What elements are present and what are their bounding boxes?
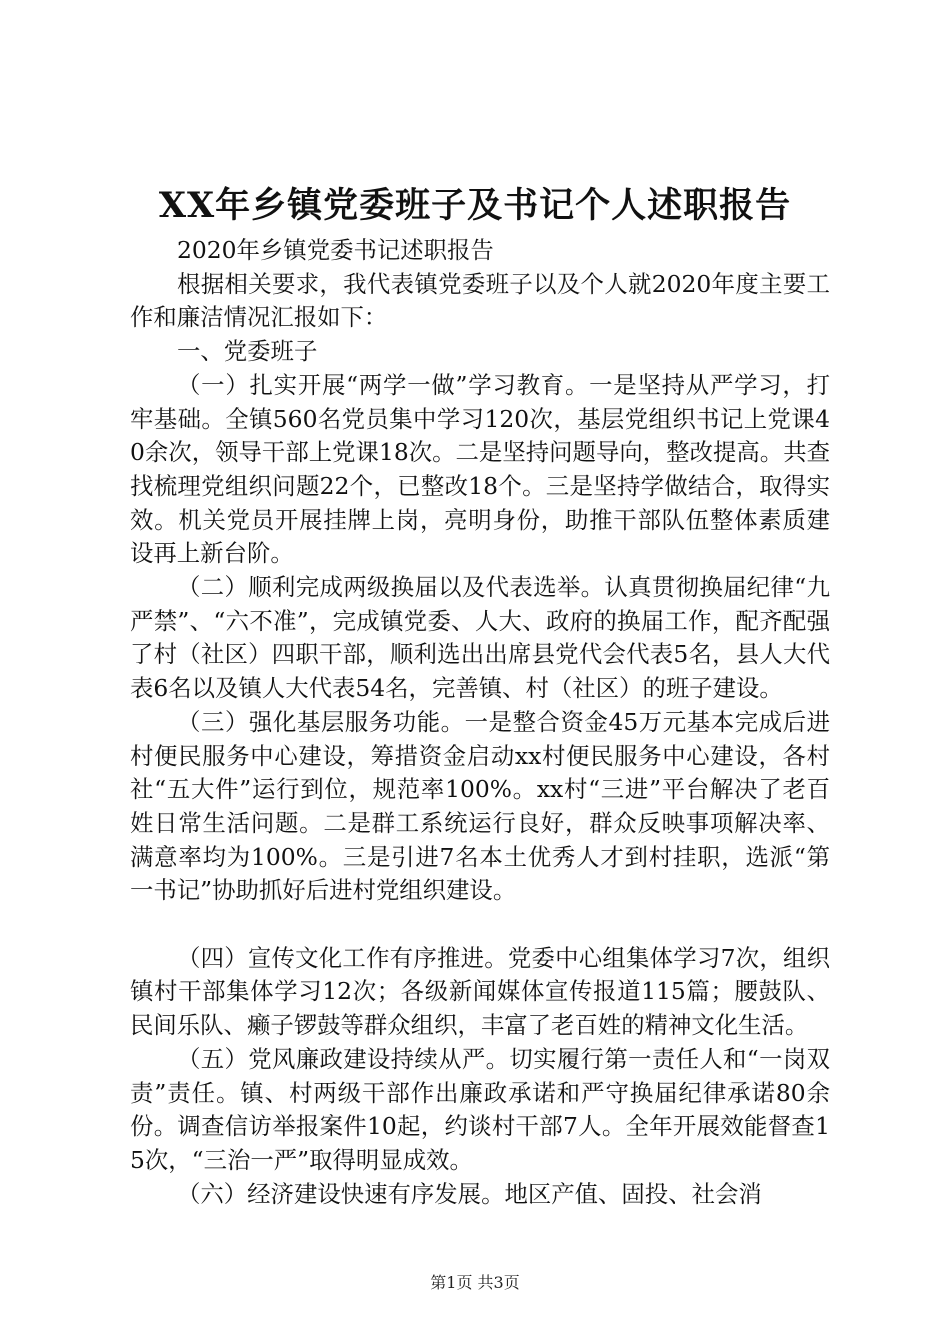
document-title: XX年乡镇党委班子及书记个人述职报告 — [158, 185, 792, 226]
document-body — [130, 234, 830, 1211]
subtitle-paragraph: 2020年乡镇党委书记述职报告 — [177, 236, 494, 264]
body-paragraph: （六）经济建设快速有序发展。地区产值、固投、社会消 — [177, 1179, 762, 1208]
intro-paragraph: 根据相关要求，我代表镇党委班子以及个人就2020年度主要工作和廉洁情况汇报如下： — [130, 269, 830, 332]
page-footer: 第1页 共3页 — [430, 1273, 520, 1292]
body-paragraph: （三）强化基层服务功能。一是整合资金45万元基本完成后进村便民服务中心建设，筹措资金启动xx村便民服务中心建设，各村社“五大件”运行到位，规范率100%。xx村“三进”平台解决了老百姓日常生活问题。二是群工系统运行良好，群众反映事项解决率、满意率均为100%。三是引进7名本土优秀人才到村挂职，选派“第一书记”协助抓好后进村党组织建设。 — [130, 707, 830, 905]
body-paragraph: （二）顺利完成两级换届以及代表选举。认真贯彻换届纪律“九严禁”、“六不准”，完成镇党委、人大、政府的换届工作，配齐配强了村（社区）四职干部，顺利选出出席县党代会代表5名，县人大代表6名以及镇人大代表54名，完善镇、村（社区）的班子建设。 — [130, 573, 830, 703]
body-paragraph: （五）党风廉政建设持续从严。切实履行第一责任人和“一岗双责”责任。镇、村两级干部作出廉政承诺和严守换届纪律承诺80余份。调查信访举报案件10起，约谈村干部7人。全年开展效能督查15次，“三治一严”取得明显成效。 — [130, 1044, 830, 1174]
section-heading: 一、党委班子 — [177, 337, 318, 366]
body-paragraph: （四）宣传文化工作有序推进。党委中心组集体学习7次，组织镇村干部集体学习12次；各级新闻媒体宣传报道115篇；腰鼓队、民间乐队、癞子锣鼓等群众组织，丰富了老百姓的精神文化生活。 — [130, 943, 830, 1040]
body-paragraph: （一）扎实开展“两学一做”学习教育。一是坚持从严学习，打牢基础。全镇560名党员集中学习120次，基层党组织书记上党课40余次，领导干部上党课18次。二是坚持问题导向，整改提高。共查找梳理党组织问题22个，已整改18个。三是坚持学做结合，取得实效。机关党员开展挂牌上岗，亮明身份，助推干部队伍整体素质建设再上新台阶。 — [130, 370, 830, 568]
